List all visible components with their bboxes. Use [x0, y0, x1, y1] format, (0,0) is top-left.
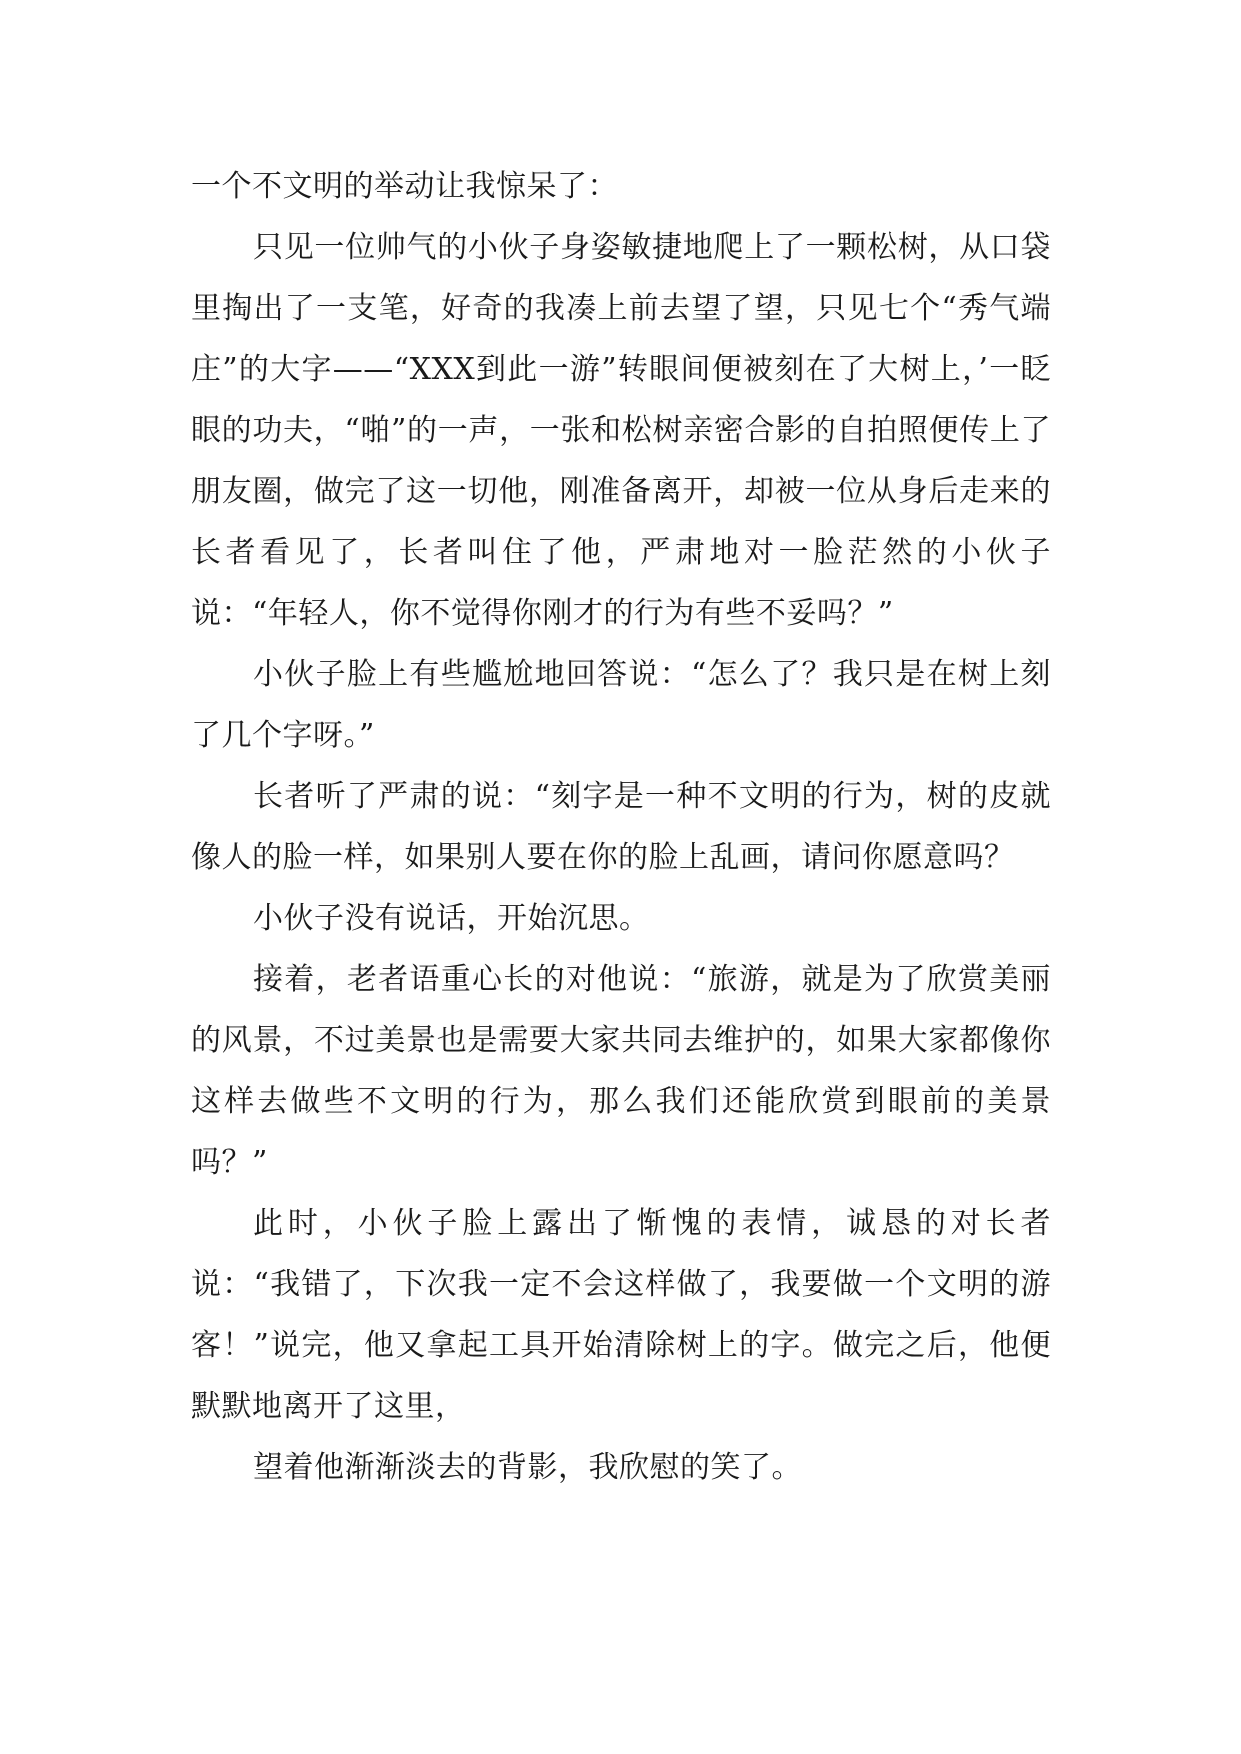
- paragraph-elder-response: 长者听了严肃的说：“刻字是一种不文明的行为，树的皮就像人的脸一样，如果别人要在你的脸上乱画，请问你愿意吗？: [191, 779, 1051, 875]
- paragraph-opening: 一个不文明的举动让我惊呆了：: [191, 169, 618, 204]
- document-body: [191, 156, 1051, 1498]
- paragraph-young-man-carving: 只见一位帅气的小伙子身姿敏捷地爬上了一颗松树，从口袋里掏出了一支笔，好奇的我凑上前去望了望，只见七个“秀气端庄”的大字——“XXX到此一游”转眼间便被刻在了大树上，’一眨眼的功夫，“啪”的一声，一张和松树亲密合影的自拍照便传上了朋友圈，做完了这一切他，刚准备离开，却被一位从身后走来的长者看见了，长者叫住了他，严肃地对一脸茫然的小伙子说：“年轻人，你不觉得你刚才的行为有些不妥吗？”: [191, 230, 1051, 631]
- paragraph-young-man-silent: 小伙子没有说话，开始沉思。: [253, 901, 650, 936]
- paragraph-young-man-reply: 小伙子脸上有些尴尬地回答说：“怎么了？我只是在树上刻了几个字呀。”: [191, 657, 1051, 753]
- paragraph-young-man-apology: 此时，小伙子脸上露出了惭愧的表情，诚恳的对长者说：“我错了，下次我一定不会这样做了，我要做一个文明的游客！”说完，他又拿起工具开始清除树上的字。做完之后，他便默默地离开了这里，: [191, 1206, 1051, 1424]
- paragraph-closing: 望着他渐渐淡去的背影，我欣慰的笑了。: [253, 1450, 802, 1485]
- paragraph-elder-advice: 接着，老者语重心长的对他说：“旅游，就是为了欣赏美丽的风景，不过美景也是需要大家共同去维护的，如果大家都像你这样去做些不文明的行为，那么我们还能欣赏到眼前的美景吗？”: [191, 962, 1051, 1180]
